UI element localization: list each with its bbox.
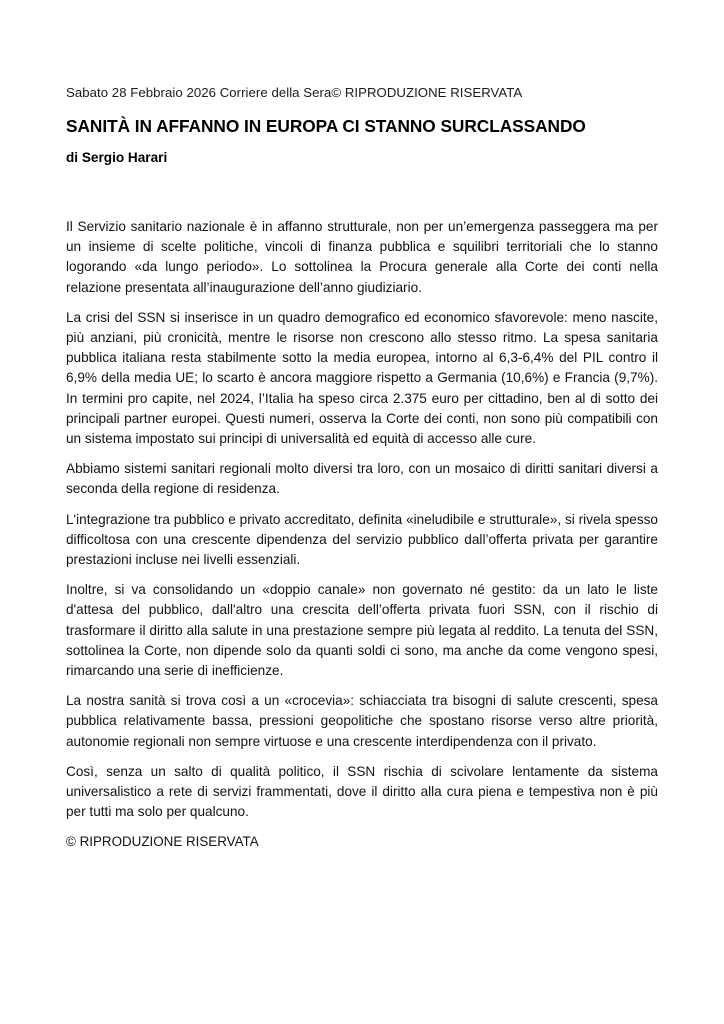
paragraph: Abbiamo sistemi sanitari regionali molto diversi tra loro, con un mosaico di diritti sanitari diversi a seconda della regione di residenza.: [66, 461, 658, 497]
article-body: [66, 217, 658, 852]
source-line: Sabato 28 Febbraio 2026 Corriere della Sera© RIPRODUZIONE RISERVATA: [66, 85, 523, 100]
page-title: SANITÀ IN AFFANNO IN EUROPA CI STANNO SURCLASSANDO: [66, 116, 586, 136]
paragraph: La crisi del SSN si inserisce in un quadro demografico ed economico sfavorevole: meno nascite, più anziani, più cronicità, mentre le risorse non crescono allo stesso ritmo. La spesa sanitaria pubblica italiana resta stabilmente sotto la media europea, intorno al 6,3-6,4% del PIL contro il 6,9% della media UE; lo scarto è ancora maggiore rispetto a Germania (10,6%) e Francia (9,7%). In termini pro capite, nel 2024, l’Italia ha speso circa 2.375 euro per cittadino, ben al di sotto dei principali partner europei. Questi numeri, osserva la Corte dei conti, non sono più compatibili con un sistema impostato sui principi di universalità ed equità di accesso alle cure.: [66, 309, 658, 447]
byline: di Sergio Harari: [66, 150, 168, 165]
paragraph: L'integrazione tra pubblico e privato accreditato, definita «ineludibile e strutturale», si rivela spesso difficoltosa con una crescente dipendenza del servizio pubblico dall’offerta privata per garantire prestazioni incluse nei livelli essenziali.: [66, 511, 658, 568]
copyright-notice: © RIPRODUZIONE RISERVATA: [66, 834, 259, 850]
paragraph: Inoltre, si va consolidando un «doppio canale» non governato né gestito: da un lato le liste d'attesa del pubblico, dall'altro una crescita dell’offerta privata fuori SSN, con il rischio di trasformare il diritto alla salute in una prestazione sempre più legata al reddito. La tenuta del SSN, sottolinea la Corte, non dipende solo da quanti soldi ci sono, ma anche da come vengono spesi, rimarcando una serie di inefficienze.: [66, 582, 658, 679]
paragraph: Il Servizio sanitario nazionale è in affanno strutturale, non per un’emergenza passeggera ma per un insieme di scelte politiche, vincoli di finanza pubblica e squilibri territoriali che lo stanno logorando «da lungo periodo». Lo sottolinea la Procura generale alla Corte dei conti nella relazione presentata all’inaugurazione dell’anno giudiziario.: [66, 219, 658, 295]
paragraph: Così, senza un salto di qualità politico, il SSN rischia di scivolare lentamente da sistema universalistico a rete di servizi frammentati, dove il diritto alla cura piena e tempestiva non è più per tutti ma solo per qualcuno.: [66, 763, 658, 820]
paragraph: La nostra sanità si trova così a un «crocevia»: schiacciata tra bisogni di salute crescenti, spesa pubblica relativamente bassa, pressioni geopolitiche che spostano risorse verso altre priorità, autonomie regionali non sempre virtuose e una crescente interdipendenza con il privato.: [66, 693, 658, 749]
article: [66, 84, 658, 852]
